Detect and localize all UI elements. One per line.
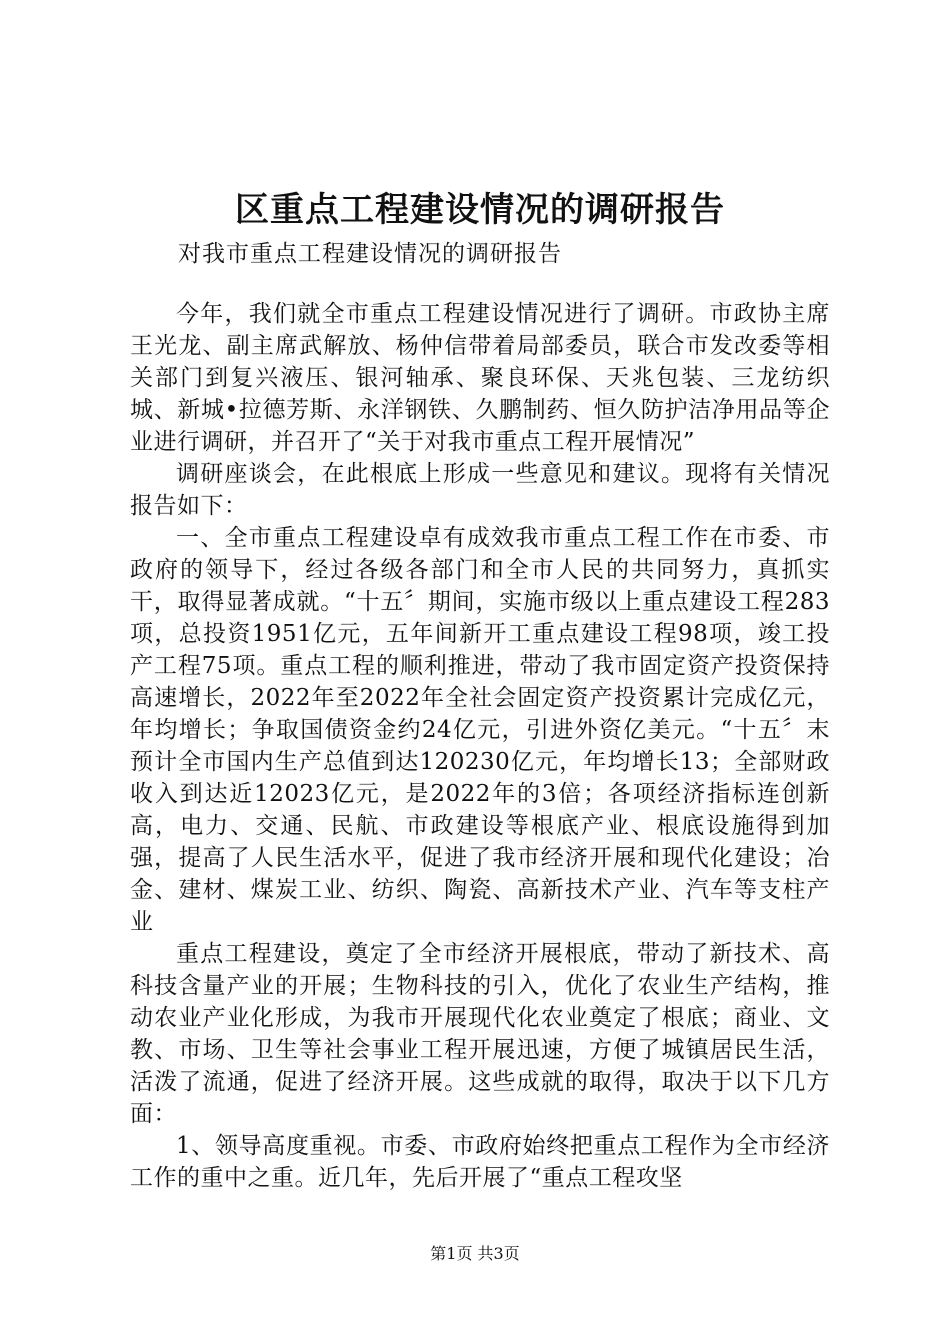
document-page (130, 0, 830, 1344)
page-number-footer: 第1页 共3页 (430, 1244, 520, 1263)
paragraph-section-one: 一、全市重点工程建设卓有成效我市重点工程工作在市委、市政府的领导下，经过各级各部门和全市人民的共同努力，真抓实干，取得显著成就。“十五〞期间，实施市级以上重点建设工程283项，总投资1951亿元，五年间新开工重点建设工程98项，竣工投产工程75项。重点工程的顺利推进，带动了我市固定资产投资保持高速增长，2022年至2022年全社会固定资产投资累计完成亿元，年均增长；争取国债资金约24亿元，引进外资亿美元。“十五〞末预计全市国内生产总值到达120230亿元，年均增长13；全部财政收入到达近12023亿元，是2022年的3倍；各项经济指标连创新高，电力、交通、民航、市政建设等根底产业、根底设施得到加强，提高了人民生活水平，促进了我市经济开展和现代化建设；冶金、建材、煤炭工业、纺织、陶瓷、高新技术产业、汽车等支柱产业 (130, 525, 830, 935)
paragraph-leadership: 1、领导高度重视。市委、市政府始终把重点工程作为全市经济工作的重中之重。近几年，先后开展了“重点工程攻坚 (130, 1133, 830, 1191)
document-body (130, 298, 830, 1194)
paragraph-achievements: 重点工程建设，奠定了全市经济开展根底，带动了新技术、高科技含量产业的开展；生物科技的引入，优化了农业生产结构，推动农业产业化形成，为我市开展现代化农业奠定了根底；商业、文教、市场、卫生等社会事业工程开展迅速，方便了城镇居民生活，活泼了流通，促进了经济开展。这些成就的取得，取决于以下几方面： (130, 941, 830, 1127)
document-subtitle: 对我市重点工程建设情况的调研报告 (178, 241, 562, 267)
paragraph-meeting: 调研座谈会，在此根底上形成一些意见和建议。现将有关情况报告如下： (130, 461, 830, 519)
paragraph-intro: 今年，我们就全市重点工程建设情况进行了调研。市政协主席王光龙、副主席武解放、杨仲信带着局部委员，联合市发改委等相关部门到复兴液压、银河轴承、聚良环保、天兆包装、三龙纺织城、新城•拉德芳斯、永洋钢铁、久鹏制药、恒久防护洁净用品等企业进行调研，并召开了“关于对我市重点工程开展情况” (130, 301, 830, 455)
document-title: 区重点工程建设情况的调研报告 (235, 190, 725, 230)
